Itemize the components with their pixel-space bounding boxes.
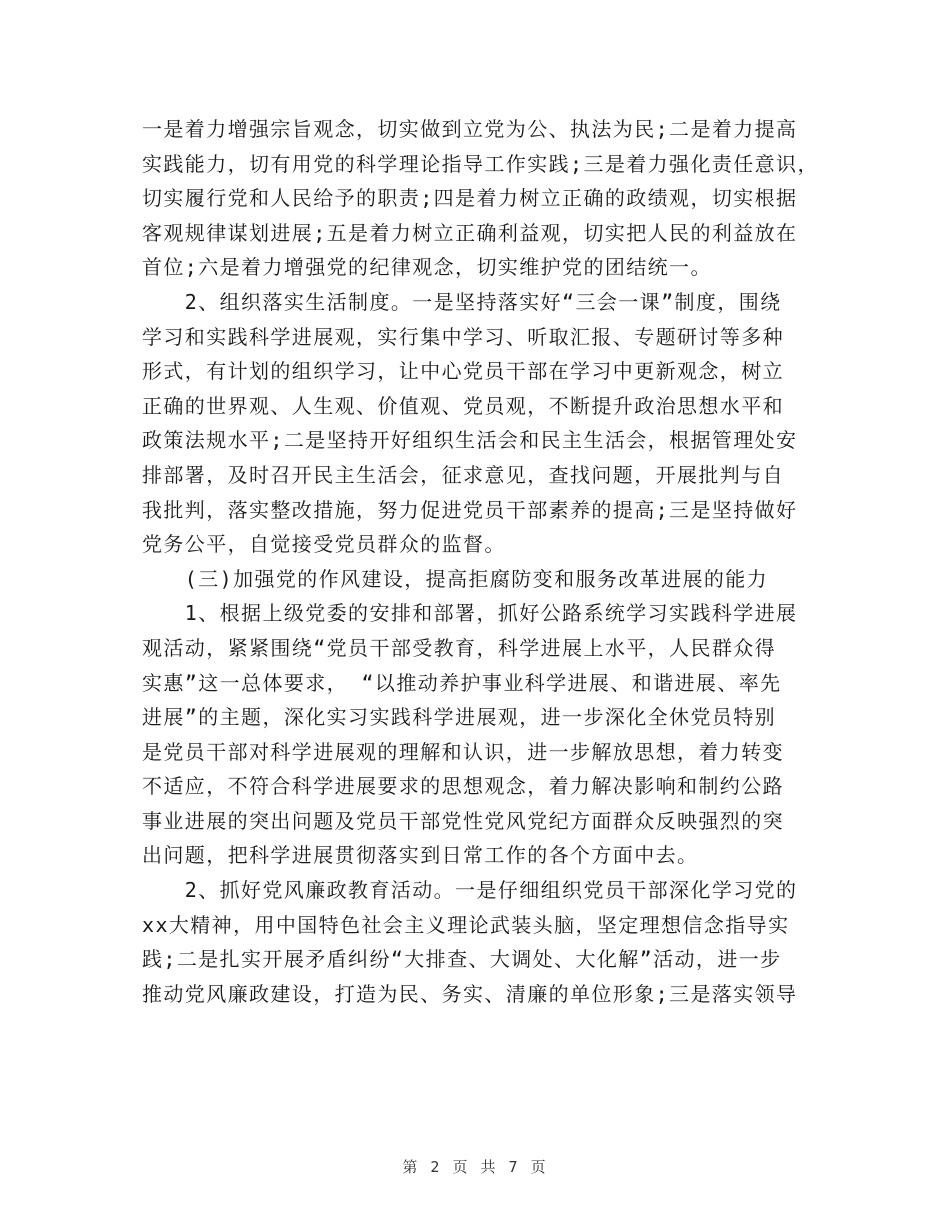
text-line: 事业进展的突出问题及党员干部党性党风党纪方面群众反映强烈的突 [142,808,784,833]
text-line: 客观规律谋划进展;五是着力树立正确利益观，切实把人民的利益放在 [142,220,798,245]
text-line: 政策法规水平;二是坚持开好组织生活会和民主生活会，根据管理处安 [142,428,798,453]
text-line: 进展”的主题，深化实习实践科学进展观，进一步深化全休党员特别 [142,705,777,730]
text-line: 切实履行党和人民给予的职责;四是着力树立正确的政绩观，切实根据 [142,186,798,211]
text-line: 推动党风廉政建设，打造为民、务实、清廉的单位形象;三是落实领导 [142,981,798,1006]
text-line: 是党员干部对科学进展观的理解和认识，进一步解放思想，着力转变 [142,739,784,764]
text-line: 形式，有计划的组织学习，让中心党员干部在学习中更新观念，树立 [142,359,784,384]
text-line: 排部署，及时召开民主生活会，征求意见，查找问题，开展批判与自 [142,462,784,487]
text-line: 实惠”这一总体要求， “以推动养护事业科学进展、和谐进展、率先 [142,670,782,695]
text-line: 学习和实践科学进展观，实行集中学习、听取汇报、专题研讨等多种 [142,324,784,349]
text-line: 正确的世界观、人生观、价值观、党员观，不断提升政治思想水平和 [142,393,784,418]
text-line: 我批判，落实整改措施，努力促进党员干部素养的提高;三是坚持做好 [142,497,798,522]
text-line: 出问题，把科学进展贯彻落实到日常工作的各个方面中去。 [142,843,699,868]
text-line: 实践能力，切有用党的科学理论指导工作实践;三是着力强化责任意识， [142,151,819,176]
text-line: 2、抓好党风廉政教育活动。一是仔细组织党员干部深化学习党的 [142,878,798,903]
text-line: 1、根据上级党委的安排和部署，抓好公路系统学习实践科学进展 [142,601,798,626]
text-line: 2、组织落实生活制度。一是坚持落实好“三会一课”制度，围绕 [142,289,782,314]
text-line: 不适应，不符合科学进展要求的思想观念，着力解决影响和制约公路 [142,774,784,799]
document-body [142,112,822,1011]
text-line: 首位;六是着力增强党的纪律观念，切实维护党的团结统一。 [142,255,712,280]
text-line: xx大精神，用中国特色社会主义理论武装头脑，坚定理想信念指导实 [142,912,790,937]
text-line: 观活动，紧紧围绕“党员干部受教育，科学进展上水平，人民群众得 [142,635,777,660]
text-line: 践;二是扎实开展矛盾纠纷“大排查、大调处、大化解”活动，进一步 [142,947,782,972]
text-line: 一是着力增强宗旨观念，切实做到立党为公、执法为民;二是着力提高 [142,117,798,141]
page-footer: 第 2 页 共 7 页 [402,1158,548,1176]
text-line: 党务公平，自觉接受党员群众的监督。 [142,532,506,557]
text-line: (三)加强党的作风建设，提高拒腐防变和服务改革进展的能力 [142,566,769,591]
